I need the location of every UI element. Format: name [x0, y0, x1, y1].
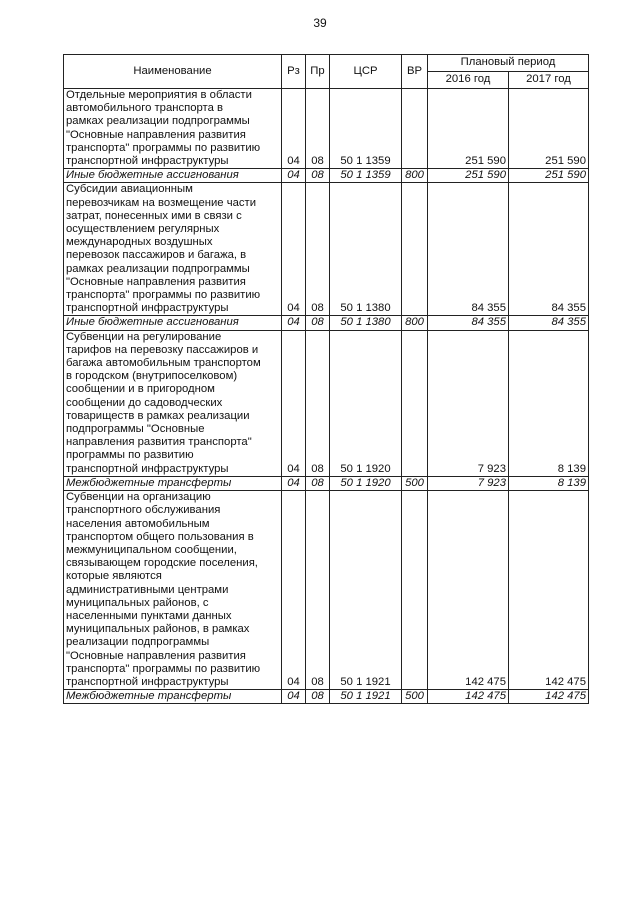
row-pr: 08 — [306, 316, 330, 330]
row-rz: 04 — [282, 89, 306, 169]
header-name: Наименование — [64, 55, 282, 89]
row-rz: 04 — [282, 690, 306, 704]
row-name: Иные бюджетные ассигнования — [64, 316, 282, 330]
row-2016: 142 475 — [428, 690, 509, 704]
table-row — [64, 169, 589, 183]
row-csr: 50 1 1920 — [330, 330, 402, 476]
header-vr: ВР — [402, 55, 428, 89]
row-csr: 50 1 1921 — [330, 491, 402, 690]
header-pr: Пр — [306, 55, 330, 89]
table-row — [64, 330, 589, 476]
row-name: Субвенции на организацию транспортного обслуживания населения автомобильным транспортом общего пользования в межмуниципальном сообщении, связывающем городские поселения, которые являются административными центрами муниципальных районов, с населенными пунктами данных муниципальных районов, в рамках реализации подпрограммы "Основные направления развития транспорта" программы по развитию транспортной инфраструктуры — [64, 491, 282, 690]
row-vr — [402, 330, 428, 476]
row-csr: 50 1 1359 — [330, 89, 402, 169]
row-2016: 142 475 — [428, 491, 509, 690]
row-2017: 142 475 — [509, 690, 589, 704]
row-rz: 04 — [282, 183, 306, 316]
row-name: Субсидии авиационным перевозчикам на возмещение части затрат, понесенных ими в связи с осуществлением регулярных международных воздушных перевозок пассажиров и багажа, в рамках реализации подпрограммы "Основные направления развития транспорта" программы по развитию транспортной инфраструктуры — [64, 183, 282, 316]
row-csr: 50 1 1380 — [330, 183, 402, 316]
row-2016: 84 355 — [428, 183, 509, 316]
row-pr: 08 — [306, 690, 330, 704]
row-vr — [402, 183, 428, 316]
row-csr: 50 1 1920 — [330, 476, 402, 490]
page-number: 39 — [313, 16, 327, 30]
row-pr: 08 — [306, 183, 330, 316]
row-2017: 8 139 — [509, 330, 589, 476]
row-vr — [402, 89, 428, 169]
row-2017: 251 590 — [509, 169, 589, 183]
table-row — [64, 183, 589, 316]
row-csr: 50 1 1359 — [330, 169, 402, 183]
row-csr: 50 1 1380 — [330, 316, 402, 330]
row-pr: 08 — [306, 89, 330, 169]
header-year-2016: 2016 год — [428, 72, 509, 89]
row-2016: 251 590 — [428, 89, 509, 169]
row-name: Субвенции на регулирование тарифов на перевозку пассажиров и багажа автомобильным транспортом в городском (внутрипоселковом) сообщении и в пригородном сообщении до садоводческих товариществ в рамках реализации подпрограммы "Основные направления развития транспорта" программы по развитию транспортной инфраструктуры — [64, 330, 282, 476]
row-2016: 251 590 — [428, 169, 509, 183]
row-name: Межбюджетные трансферты — [64, 476, 282, 490]
row-pr: 08 — [306, 169, 330, 183]
row-2017: 142 475 — [509, 491, 589, 690]
row-name: Межбюджетные трансферты — [64, 690, 282, 704]
row-pr: 08 — [306, 330, 330, 476]
row-rz: 04 — [282, 491, 306, 690]
row-rz: 04 — [282, 169, 306, 183]
row-2017: 251 590 — [509, 89, 589, 169]
budget-table — [63, 54, 589, 704]
row-csr: 50 1 1921 — [330, 690, 402, 704]
row-vr: 500 — [402, 690, 428, 704]
row-2017: 8 139 — [509, 476, 589, 490]
row-name: Иные бюджетные ассигнования — [64, 169, 282, 183]
row-vr: 800 — [402, 169, 428, 183]
row-pr: 08 — [306, 476, 330, 490]
row-vr: 800 — [402, 316, 428, 330]
row-vr: 500 — [402, 476, 428, 490]
row-2016: 84 355 — [428, 316, 509, 330]
table-row — [64, 316, 589, 330]
row-name: Отдельные мероприятия в области автомобильного транспорта в рамках реализации подпрограммы "Основные направления развития транспорта" программы по развитию транспортной инфраструктуры — [64, 89, 282, 169]
header-year-2017: 2017 год — [509, 72, 589, 89]
row-2017: 84 355 — [509, 316, 589, 330]
table-row — [64, 690, 589, 704]
row-2016: 7 923 — [428, 330, 509, 476]
header-rz: Рз — [282, 55, 306, 89]
row-rz: 04 — [282, 316, 306, 330]
table-row — [64, 476, 589, 490]
table-row — [64, 89, 589, 169]
header-csr: ЦСР — [330, 55, 402, 89]
row-vr — [402, 491, 428, 690]
row-rz: 04 — [282, 476, 306, 490]
table-row — [64, 491, 589, 690]
row-pr: 08 — [306, 491, 330, 690]
row-2016: 7 923 — [428, 476, 509, 490]
header-plan-period: Плановый период — [428, 55, 589, 72]
row-rz: 04 — [282, 330, 306, 476]
row-2017: 84 355 — [509, 183, 589, 316]
